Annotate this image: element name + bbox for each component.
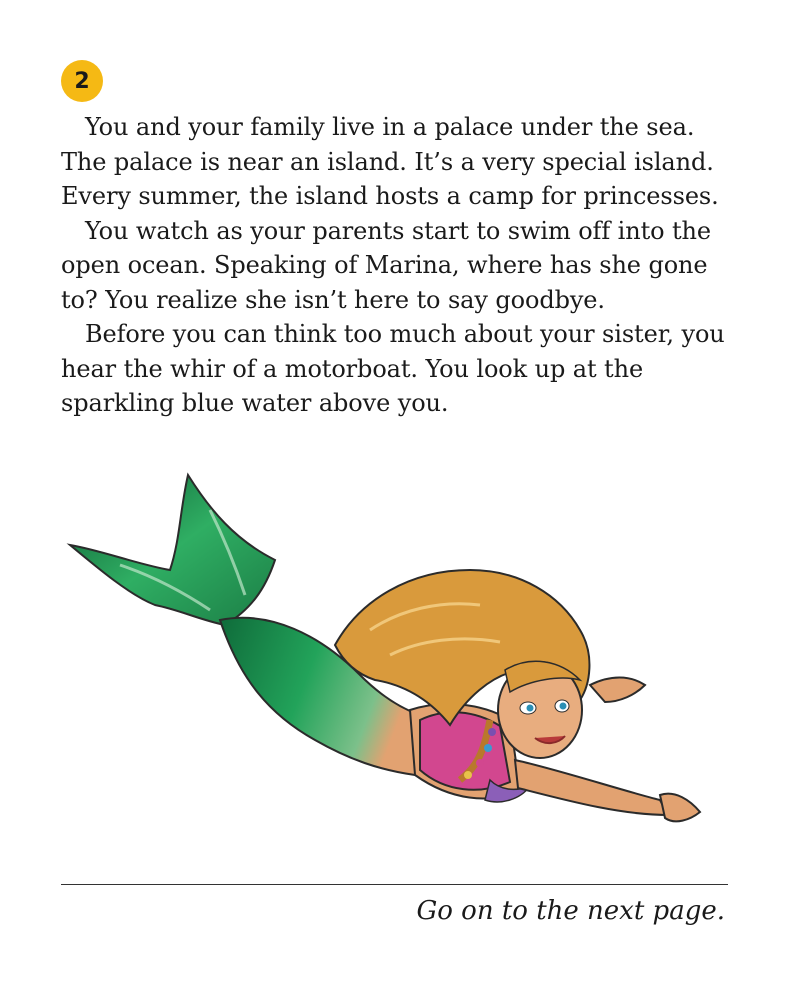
paragraph-3: Before you can think too much about your sister, you hear the whir of a motorboat. You look up at the sparkling blue water above you. bbox=[61, 320, 725, 417]
mermaid-illustration bbox=[60, 470, 720, 860]
paragraph-2: You watch as your parents start to swim off into the open ocean. Speaking of Marina, where has she gone to? You realize she isn’t here to say goodbye. bbox=[61, 216, 711, 314]
paragraph-1: You and your family live in a palace under the sea. The palace is near an island. It’s a very special island. Every summer, the island hosts a camp for princesses. bbox=[61, 113, 719, 210]
story-passage bbox=[61, 110, 731, 421]
question-number-badge bbox=[61, 60, 103, 102]
footer-divider bbox=[61, 884, 728, 885]
next-page-footer: Go on to the next page. bbox=[416, 896, 725, 926]
question-number: 2 bbox=[74, 68, 90, 94]
